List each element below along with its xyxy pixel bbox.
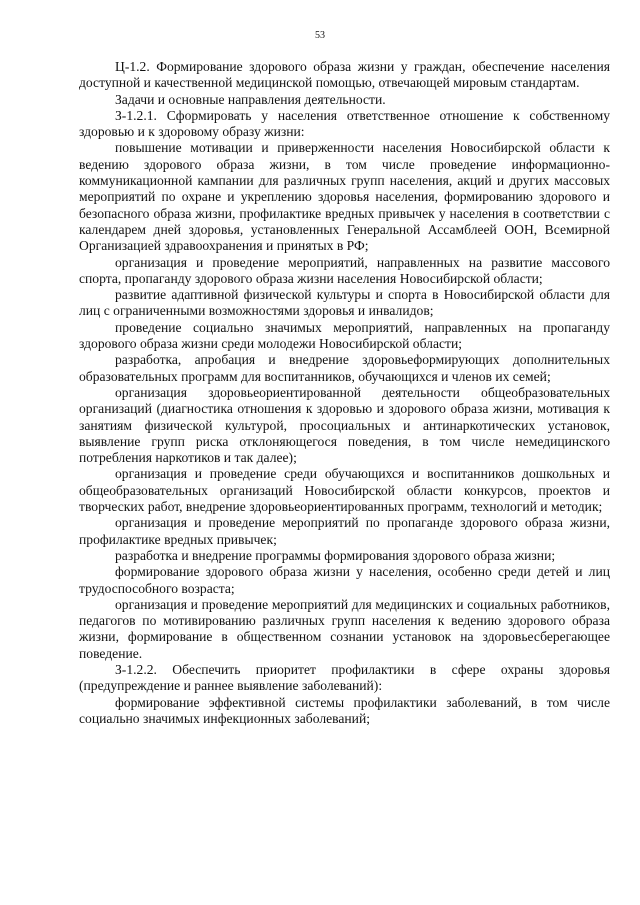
list-item: организация здоровьеориентированной деятельности общеобразовательных организаций (диагностика отношения к здоровью и здорового образа жизни, мотивация к занятиям физической культурой, просоциальных и антинаркотических установок, выявление групп риска отклоняющегося поведения, в том числе немедицинского потребления наркотиков и так далее); (79, 384, 610, 466)
list-item: развитие адаптивной физической культуры и спорта в Новосибирской области для лиц с ограниченными возможностями здоровья и инвалидов; (79, 287, 610, 319)
list-item: проведение социально значимых мероприятий, направленных на пропаганду здорового образа жизни среди молодежи Новосибирской области; (79, 319, 610, 352)
list-item: разработка, апробация и внедрение здоровьеформирующих дополнительных образовательных программ для воспитанников, обучающихся и членов их семей; (79, 352, 610, 384)
list-item: формирование здорового образа жизни у населения, особенно среди детей и лиц трудоспособного возраста; (79, 564, 610, 596)
list-item: формирование эффективной системы профилактики заболеваний, в том числе социально значимых инфекционных заболеваний; (79, 694, 610, 726)
task-heading-1-2-1: З-1.2.1. Сформировать у населения ответственное отношение к собственному здоровью и к здоровому образу жизни: (79, 107, 610, 140)
task-heading-1-2-2: З-1.2.2. Обеспечить приоритет профилактики в сфере охраны здоровья (предупреждение и раннее выявление заболеваний): (79, 661, 610, 694)
document-body (79, 59, 610, 727)
list-item: организация и проведение мероприятий по пропаганде здорового образа жизни, профилактике вредных привычек; (79, 515, 610, 547)
page-number: 53 (315, 30, 325, 41)
list-item: разработка и внедрение программы формирования здорового образа жизни; (115, 547, 556, 563)
list-item: повышение мотивации и приверженности населения Новосибирской области к ведению здорового образа жизни, в том числе проведение информационно-коммуникационной кампании для различных групп населения, акций и других массовых мероприятий по охране и укреплению здоровья населения, формированию здорового и безопасного образа жизни, профилактике вредных привычек у населения в соответствии с календарем дней здоровья, установленных Генеральной Ассамблеей ООН, Всемирной Организацией здравоохранения и принятых в РФ; (79, 140, 610, 254)
list-item: организация и проведение мероприятий, направленных на развитие массового спорта, пропаганду здорового образа жизни населения Новосибирской области; (79, 254, 610, 286)
tasks-heading: Задачи и основные направления деятельности. (115, 91, 386, 107)
list-item: организация и проведение мероприятий для медицинских и социальных работников, педагогов по мотивированию различных групп населения к ведению здорового образа жизни, формирование в общественном сознании установок на здоровьесберегающее поведение. (79, 596, 610, 661)
goal-heading: Ц-1.2. Формирование здорового образа жизни у граждан, обеспечение населения доступной и качественной медицинской помощью, отвечающей мировым стандартам. (79, 59, 610, 91)
list-item: организация и проведение среди обучающихся и воспитанников дошкольных и общеобразовательных организаций Новосибирской области конкурсов, проектов и творческих работ, внедрение здоровьеориентированных программ, технологий и методик; (79, 466, 610, 515)
